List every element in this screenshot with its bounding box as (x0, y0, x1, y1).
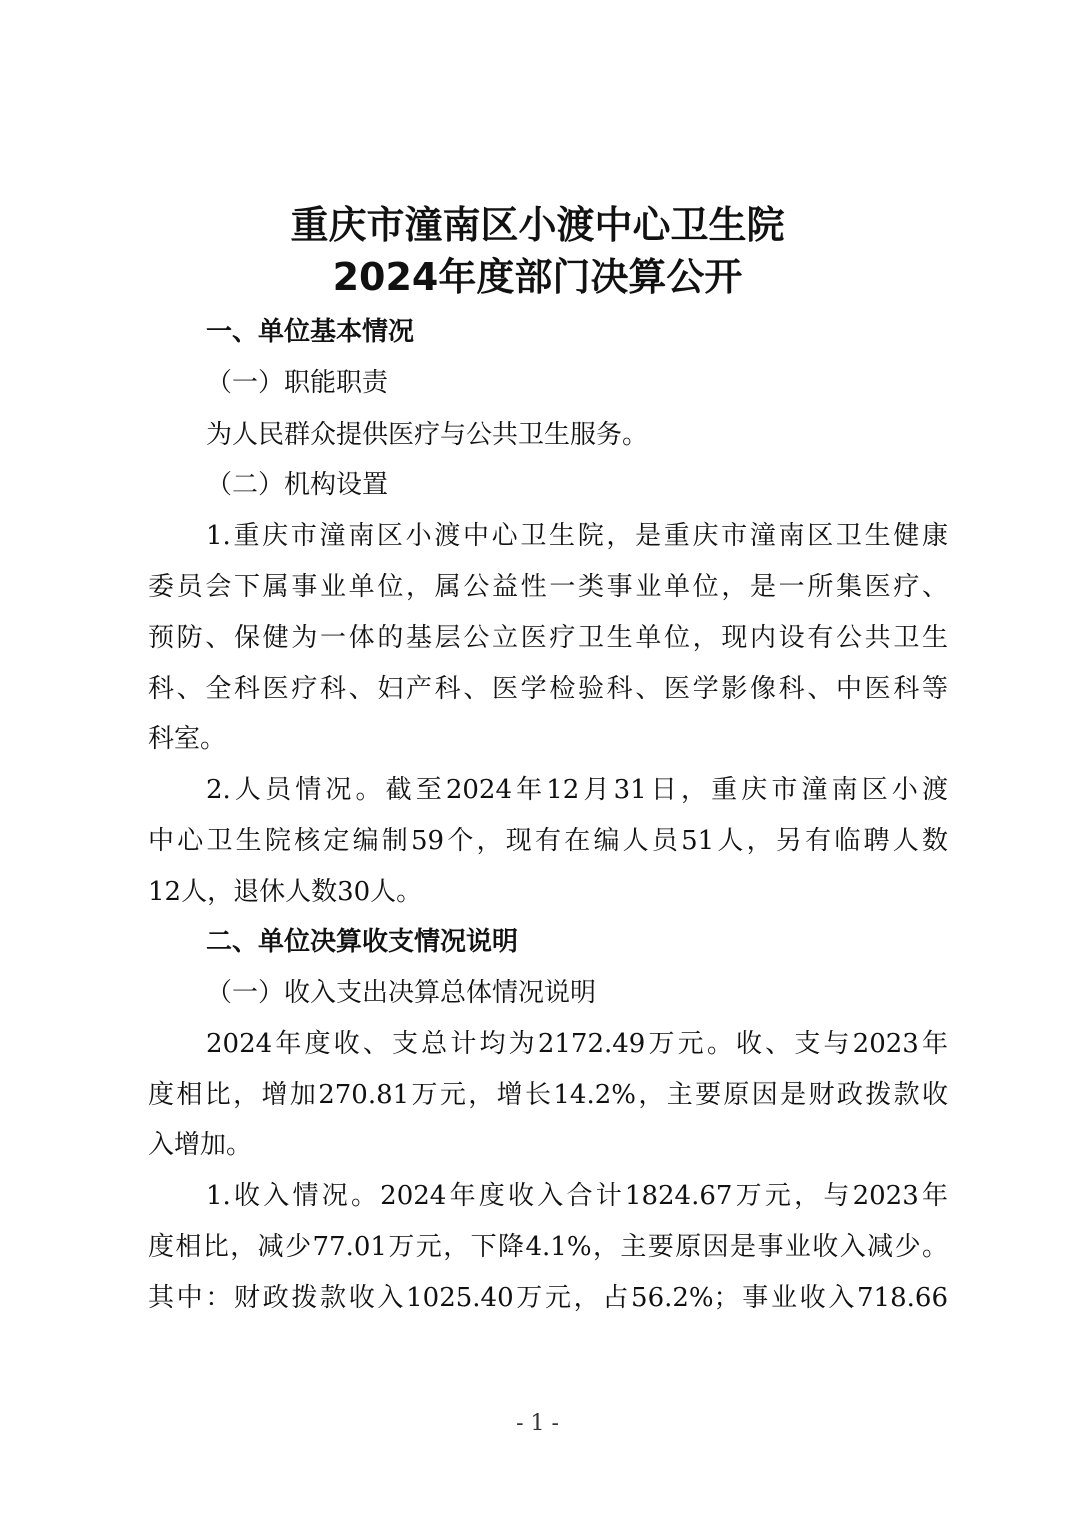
paragraph-line: 中心卫生院核定编制59个，现有在编人员51人，另有临聘人数 (148, 826, 948, 856)
subheading-income-expense: （一）收入支出决算总体情况说明 (206, 978, 597, 1008)
paragraph-line: 2.人员情况。截至2024年12月31日，重庆市潼南区小渡 (206, 775, 948, 805)
section-heading-budget: 二、单位决算收支情况说明 (206, 927, 519, 957)
paragraph-line: 入增加。 (148, 1130, 253, 1160)
paragraph-line: 度相比，减少77.01万元，下降4.1%，主要原因是事业收入减少。 (148, 1232, 948, 1262)
paragraph-line: 科室。 (148, 724, 227, 754)
section-heading-basic-info: 一、单位基本情况 (206, 317, 415, 347)
document-title-line-1: 重庆市潼南区小渡中心卫生院 (290, 203, 785, 247)
document-title-line-2: 2024年度部门决算公开 (332, 255, 743, 299)
paragraph-line: 2024年度收、支总计均为2172.49万元。收、支与2023年 (206, 1029, 948, 1059)
paragraph-line: 12人，退休人数30人。 (148, 877, 423, 907)
paragraph-line: 1.重庆市潼南区小渡中心卫生院，是重庆市潼南区卫生健康 (206, 521, 948, 551)
functions-body: 为人民群众提供医疗与公共卫生服务。 (206, 420, 649, 450)
paragraph-line: 度相比，增加270.81万元，增长14.2%，主要原因是财政拨款收 (148, 1080, 948, 1110)
subheading-organization: （二）机构设置 (206, 470, 389, 500)
paragraph-line: 委员会下属事业单位，属公益性一类事业单位，是一所集医疗、 (148, 572, 948, 602)
page-number: - 1 - (516, 1411, 559, 1436)
paragraph-line: 预防、保健为一体的基层公立医疗卫生单位，现内设有公共卫生 (148, 623, 948, 653)
paragraph-line: 其中：财政拨款收入1025.40万元，占56.2%；事业收入718.66 (148, 1283, 948, 1313)
subheading-functions: （一）职能职责 (206, 368, 389, 398)
paragraph-line: 1.收入情况。2024年度收入合计1824.67万元，与2023年 (206, 1181, 948, 1211)
paragraph-line: 科、全科医疗科、妇产科、医学检验科、医学影像科、中医科等 (148, 674, 948, 704)
